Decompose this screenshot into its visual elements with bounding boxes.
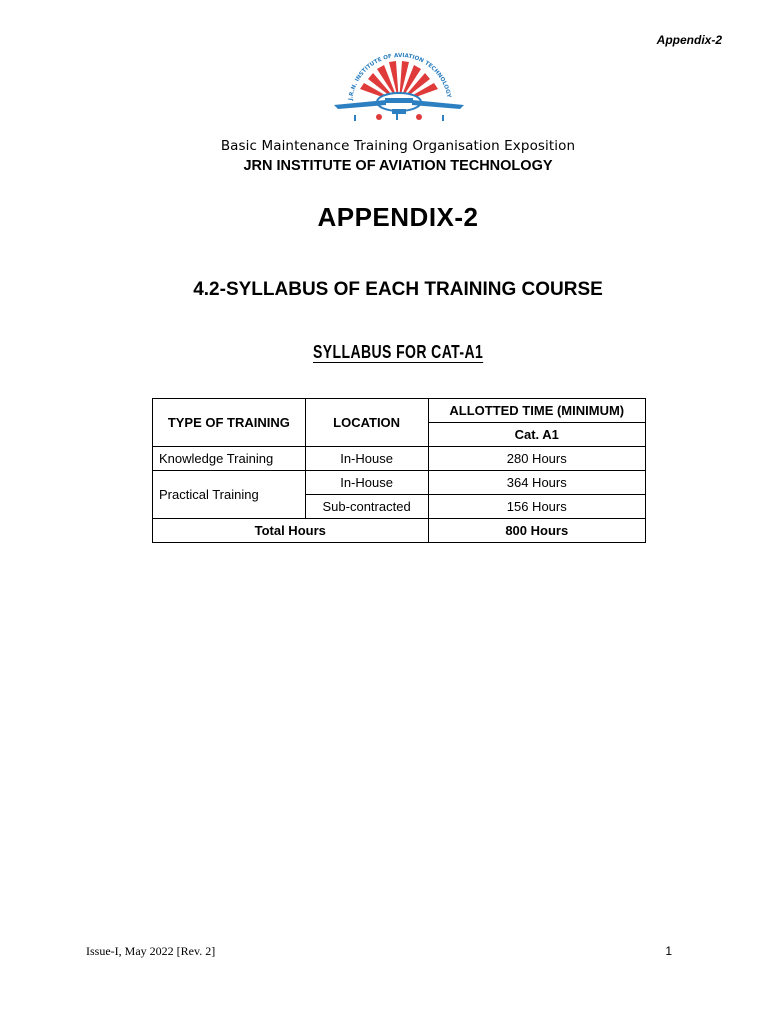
practical-inhouse-hours: 364 Hours <box>428 471 646 495</box>
page-header-label: Appendix-2 <box>656 33 722 47</box>
logo-arc-text: J.R.N. INSTITUTE OF AVIATION TECHNOLOGY <box>348 52 452 101</box>
header-cat-a1: Cat. A1 <box>428 423 646 447</box>
table-row <box>153 447 646 471</box>
footer-issue: Issue-I, May 2022 [Rev. 2] <box>86 944 216 958</box>
table-header-row <box>153 399 646 423</box>
knowledge-training-type: Knowledge Training <box>153 447 306 471</box>
total-hours-label: Total Hours <box>153 519 429 543</box>
knowledge-training-hours: 280 Hours <box>428 447 646 471</box>
knowledge-training-location: In-House <box>305 447 428 471</box>
practical-subcontracted-hours: 156 Hours <box>428 495 646 519</box>
total-hours-value: 800 Hours <box>428 519 646 543</box>
table-total-row <box>153 519 646 543</box>
institute-logo <box>330 45 468 125</box>
practical-training-type: Practical Training <box>153 471 306 519</box>
practical-subcontracted-location: Sub-contracted <box>305 495 428 519</box>
table-row <box>153 471 646 495</box>
header-location: LOCATION <box>305 399 428 447</box>
practical-inhouse-location: In-House <box>305 471 428 495</box>
organisation-name: JRN INSTITUTE OF AVIATION TECHNOLOGY <box>243 158 553 174</box>
section-title: 4.2-SYLLABUS OF EACH TRAINING COURSE <box>193 279 603 300</box>
header-allotted-time: ALLOTTED TIME (MINIMUM) <box>428 399 646 423</box>
appendix-title: APPENDIX-2 <box>317 202 479 232</box>
header-type-of-training: TYPE OF TRAINING <box>153 399 306 447</box>
syllabus-title-text: SYLLABUS FOR CAT-A1 <box>312 342 484 362</box>
footer-page-number: 1 <box>665 944 672 958</box>
institute-logo-graphic <box>330 45 468 125</box>
syllabus-title <box>0 342 768 363</box>
training-hours-table <box>152 398 646 543</box>
organisation-subtitle: Basic Maintenance Training Organisation Exposition <box>220 138 576 154</box>
